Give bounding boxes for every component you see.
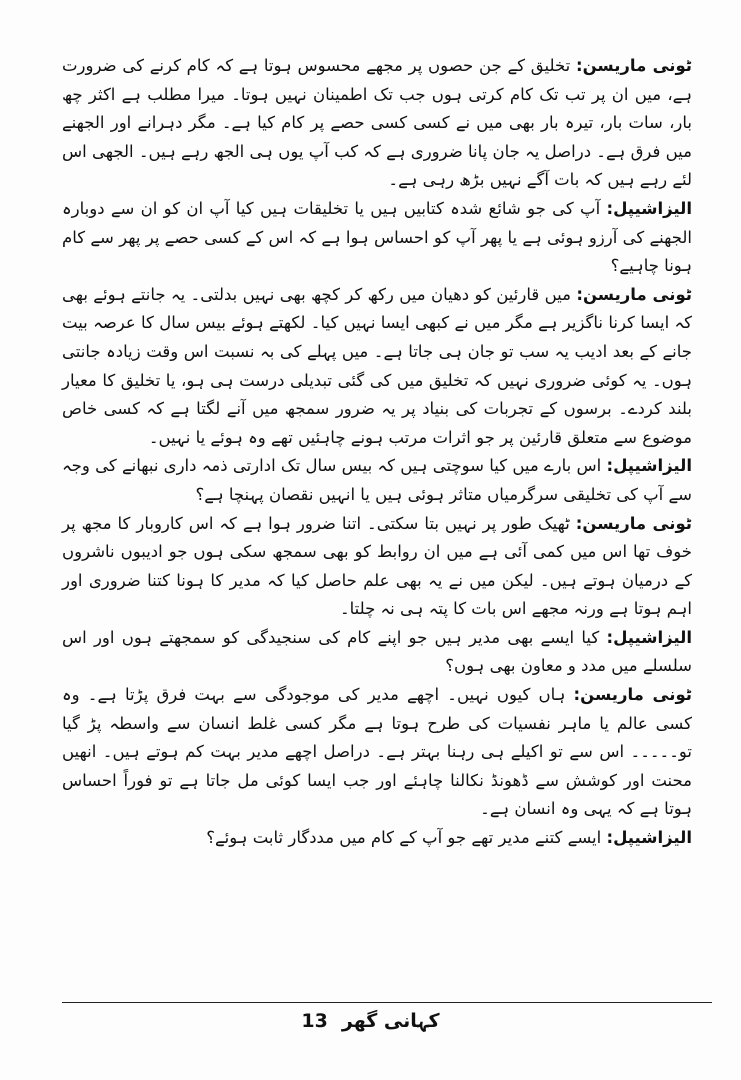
speaker-label: الیزاشیپل:	[606, 198, 692, 218]
paragraph-3	[62, 281, 692, 453]
speaker-label: الیزاشیپل:	[606, 456, 693, 476]
paragraph-text: ایسے کتنے مدیر تھے جو آپ کے کام میں مددگار ثابت ہوئے؟	[206, 828, 602, 848]
paragraph-6	[62, 624, 692, 681]
interview-text	[62, 52, 692, 853]
speaker-label: الیزاشیپل:	[606, 828, 692, 848]
speaker-label: ٹونی ماریسن:	[575, 56, 692, 75]
paragraph-text: کیا ایسے بھی مدیر ہیں جو اپنے کام کی سنجیدگی کو سمجھتے ہوں اور اس سلسلے میں مدد و معاون بھی ہوں؟	[62, 627, 692, 676]
speaker-label: ٹونی ماریسن:	[575, 513, 692, 533]
speaker-label: الیزاشیپل:	[606, 627, 693, 647]
page-number: 13	[301, 1010, 328, 1032]
paragraph-text: تخلیق کے جن حصوں پر مجھے محسوس ہوتا ہے کہ کام کرنے کی ضرورت ہے، میں ان پر تب تک کام کرتی ہوں جب تک اطمینان نہیں ہوتا۔ میرا مطلب ہے اکثر چھ بار، سات بار، تیرہ بار بھی میں نے کسی کسی حصے پر کام کیا ہے۔ مگر دہرانے اور الجھنے میں فرق ہے۔ دراصل یہ جان پانا ضروری ہے کہ کب آپ یوں ہی الجھ رہے ہیں۔ الجھی اس لئے رہے ہیں کہ بات آگے نہیں بڑھ رہی ہے۔	[62, 56, 692, 190]
page-footer	[0, 1010, 741, 1032]
paragraph-5	[62, 510, 692, 624]
footer-divider	[62, 1002, 712, 1003]
paragraph-text: ٹھیک طور پر نہیں بتا سکتی۔ اتنا ضرور ہوا ہے کہ اس کاروبار کا مجھ پر خوف تھا اس میں کمی آئی ہے میں ان روابط کو بھی سمجھ سکی ہوں جو ادیبوں ناشروں کے درمیان ہوتے ہیں۔ لیکن میں نے یہ بھی علم حاصل کیا کہ مدیر کا ہونا کتنا ضروری اور اہم ہوتا ہے ورنہ مجھے اس بات کا پتہ ہی نہ چلتا۔	[62, 513, 692, 619]
paragraph-7	[62, 681, 692, 824]
paragraph-2	[62, 195, 692, 281]
paragraph-text: اس بارے میں کیا سوچتی ہیں کہ بیس سال تک ادارتی ذمہ داری نبھانے کی وجہ سے آپ کی تخلیقی سرگرمیاں متاثر ہوئی ہیں یا انہیں نقصان پہنچا ہے؟	[62, 456, 692, 504]
paragraph-text: ہاں کیوں نہیں۔ اچھے مدیر کی موجودگی سے بہت فرق پڑتا ہے۔ وہ کسی عالم یا ماہر نفسیات کی طرح ہوتا ہے مگر کسی غلط انسان سے واسطہ پڑ گیا تو۔۔۔۔۔ اس سے تو اکیلے ہی رہنا بہتر ہے۔ دراصل اچھے مدیر بہت کم ہوتے ہیں۔ انھیں محنت اور کوشش سے ڈھونڈ نکالنا چاہئے اور جب ایسا کوئی مل جاتا ہے تو فوراً احساس ہوتا ہے کہ یہی وہ انسان ہے۔	[62, 685, 692, 819]
paragraph-text: میں قارئین کو دھیان میں رکھ کر کچھ بھی نہیں بدلتی۔ یہ جانتے ہوئے بھی کہ ایسا کرنا ناگزیر ہے مگر میں نے کبھی ایسا نہیں کیا۔ لکھتے ہوئے بیس سال کا عرصہ بیت جانے کے بعد ادیب یہ سب تو جان ہی جاتا ہے۔ میں پہلے کی بہ نسبت اس وقت زیادہ جانتی ہوں۔ یہ کوئی ضروری نہیں کہ تخلیق میں کی گئی تبدیلی درست ہی ہو، یا تخلیق کا معیار بلند کردے۔ برسوں کے تجربات کی بنیاد پر یہ ضرور سمجھ میں آنے لگتا ہے کہ کسی خاص موضوع سے متعلق قارئین پر جو اثرات مرتب ہونے چاہئیں تھے وہ ہوئے یا نہیں۔	[62, 284, 692, 447]
paragraph-8	[62, 824, 692, 853]
paragraph-4	[62, 452, 692, 509]
speaker-label: ٹونی ماریسن:	[573, 685, 692, 705]
speaker-label: ٹونی ماریسن:	[576, 284, 692, 304]
magazine-name: کہانی گھر	[341, 1010, 440, 1032]
paragraph-text: آپ کی جو شائع شدہ کتابیں ہیں یا تخلیقات ہیں کیا آپ ان کو ان سے دوبارہ الجھنے کی آرزو ہوئی ہے یا پھر آپ کو احساس ہوا ہے کہ اس کے کسی حصے پر پھر سے کام ہونا چاہیے؟	[62, 198, 692, 276]
paragraph-1	[62, 52, 692, 195]
